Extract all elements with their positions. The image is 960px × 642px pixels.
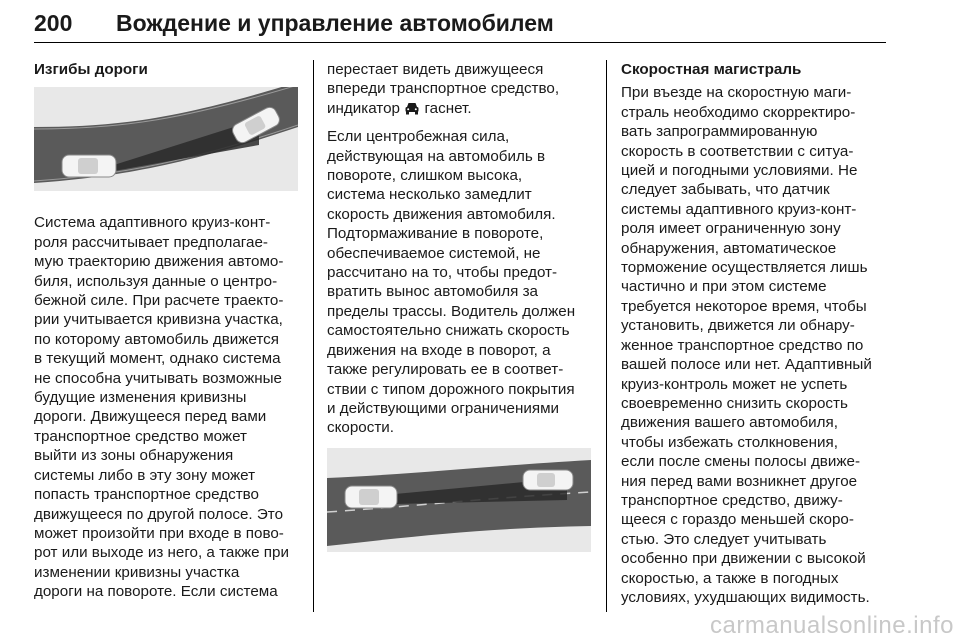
text-line: роля имеет ограниченную зону <box>621 220 841 238</box>
text-line: чтобы избежать столкновения, <box>621 433 838 451</box>
text-line: дороги на повороте. Если система <box>34 583 278 601</box>
text-line: если после смены полосы движе- <box>621 453 861 471</box>
text-line: страль необходимо скорректиро- <box>621 103 856 121</box>
page-header <box>34 10 886 44</box>
text-line: впереди транспортное средство, <box>327 80 560 98</box>
text-line: системы адаптивного круиз-конт- <box>621 200 857 218</box>
text-line: транспортное средство может <box>34 427 247 445</box>
text-line: движения вашего автомобиля, <box>621 414 838 432</box>
continuation-paragraph <box>327 60 595 120</box>
vehicle-ahead-icon <box>404 101 420 120</box>
text-line: При въезде на скоростную маги- <box>621 84 852 102</box>
text-line: вать запрограммированную <box>621 123 818 141</box>
text-line: движущееся по другой полосе. Это <box>34 505 284 523</box>
watermark: carmanualsonline.info <box>710 612 954 639</box>
page-number: 200 <box>34 10 73 36</box>
text-line: своевременно снизить скорость <box>621 394 848 412</box>
text-line: бежной силе. При расчете траекто- <box>34 292 284 310</box>
indicator-text-after: гаснет. <box>424 99 472 117</box>
highway-paragraph <box>621 83 891 607</box>
text-line: роля рассчитывает предполагае- <box>34 233 268 251</box>
text-line: выйти из зоны обнаружения <box>34 447 234 465</box>
text-line: обеспечиваемое системой, не <box>327 244 541 262</box>
text-line: Система адаптивного круиз-конт- <box>34 214 271 232</box>
text-line: женное транспортное средство по <box>621 336 864 354</box>
section-heading-highway: Скоростная магистраль <box>621 61 802 78</box>
own-car-highway <box>345 486 397 508</box>
text-line: скорости. <box>327 419 395 437</box>
highway-svg <box>327 448 591 552</box>
text-line: также регулировать ее в соответ- <box>327 361 564 379</box>
text-line: щееся с гораздо меньшей скоро- <box>621 511 854 529</box>
text-line: движения на входе в поворот, а <box>327 341 551 359</box>
text-line: следует забывать, что датчик <box>621 181 830 199</box>
curve-road-svg <box>34 87 298 191</box>
text-line: условиях, ухудшающих видимость. <box>621 588 870 606</box>
curve-road-illustration <box>34 87 298 191</box>
text-line: рии учитывается кривизна участка, <box>34 311 283 329</box>
text-line: особенно при движении с высокой <box>621 550 866 568</box>
column-3 <box>621 60 891 614</box>
own-car <box>62 155 116 177</box>
text-line: скорость движения автомобиля. <box>327 205 556 223</box>
text-line: скоростью, а также в погодных <box>621 569 839 587</box>
section-heading-curves: Изгибы дороги <box>34 61 148 78</box>
text-line: частично и при этом системе <box>621 278 827 296</box>
column-1 <box>34 60 300 609</box>
text-line: стью. Это следует учитывать <box>621 530 827 548</box>
text-line: действующая на автомобиль в <box>327 147 546 165</box>
text-line: требуется некоторое время, чтобы <box>621 297 867 315</box>
lead-car-highway <box>523 470 573 490</box>
column-divider-2 <box>606 60 607 612</box>
text-line: система несколько замедлит <box>327 186 532 204</box>
text-line: рассчитано на то, чтобы предот- <box>327 264 558 282</box>
text-line: торможение осуществляется лишь <box>621 259 868 277</box>
text-line: по которому автомобиль движется <box>34 330 279 348</box>
centrifugal-paragraph <box>327 127 595 438</box>
text-line: ствии с типом дорожного покрытия <box>327 380 575 398</box>
text-line: повороте, слишком высока, <box>327 167 523 185</box>
text-line: в текущий момент, однако система <box>34 350 281 368</box>
text-line: биля, используя данные о центро- <box>34 272 278 290</box>
text-line: ния перед вами возникнет другое <box>621 472 858 490</box>
text-line: изменении кривизны участка <box>34 563 240 581</box>
text-line: обнаружения, автоматическое <box>621 239 837 257</box>
text-line: будущие изменения кривизны <box>34 389 247 407</box>
text-line: не способна учитывать возможные <box>34 369 283 387</box>
curves-paragraph <box>34 213 300 601</box>
column-divider-1 <box>313 60 314 612</box>
text-line: цией и погодными условиями. Не <box>621 162 858 180</box>
column-2 <box>327 60 595 574</box>
text-line: установить, движется ли обнару- <box>621 317 855 335</box>
highway-illustration <box>327 448 591 552</box>
text-line: рот или выходе из него, а также при <box>34 544 289 562</box>
text-line: перестает видеть движущееся <box>327 61 544 78</box>
text-line: Если центробежная сила, <box>327 128 510 146</box>
text-line: круиз-контроль может не успеть <box>621 375 848 393</box>
text-line: может произойти при входе в пово- <box>34 524 284 542</box>
text-line: и действующими ограничениями <box>327 399 560 417</box>
text-line: попасть транспортное средство <box>34 486 260 504</box>
text-line: дороги. Движущееся перед вами <box>34 408 267 426</box>
text-line: пределы трассы. Водитель должен <box>327 302 576 320</box>
text-line: вратить вынос автомобиля за <box>327 283 538 301</box>
header-divider <box>34 42 886 43</box>
text-line: мую траекторию движения автомо- <box>34 253 284 271</box>
indicator-text-before: индикатор <box>327 99 400 117</box>
text-line: транспортное средство, движу- <box>621 491 843 509</box>
text-line: самостоятельно снижать скорость <box>327 322 570 340</box>
text-line: Подтормаживание в повороте, <box>327 225 544 243</box>
text-line: скорость в соответствии с ситуа- <box>621 142 854 160</box>
text-line: вашей полосе или нет. Адаптивный <box>621 356 872 374</box>
text-line: системы либо в эту зону может <box>34 466 256 484</box>
page-title: Вождение и управление автомобилем <box>116 10 554 36</box>
